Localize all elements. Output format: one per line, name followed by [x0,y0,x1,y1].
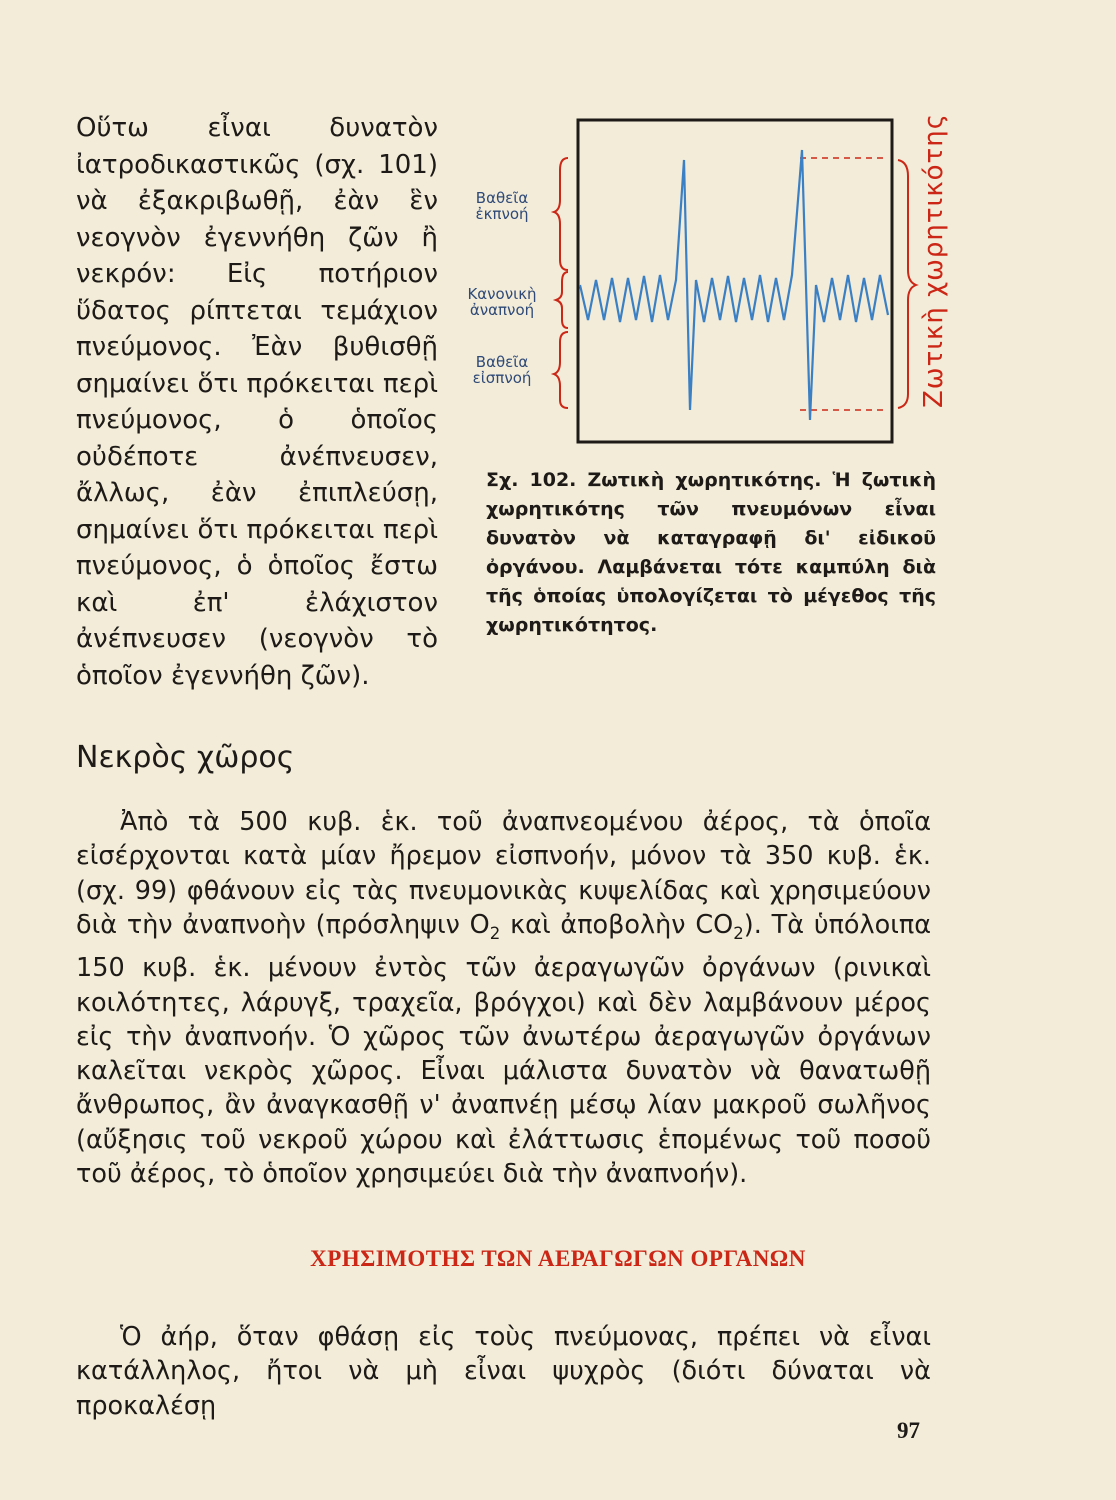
vital-capacity-label: Ζωτικὴ χωρητικότης [919,113,949,408]
spirogram-frame [578,120,892,442]
dead-space-text [76,805,931,1191]
bracket-normal-breath [556,272,568,328]
breathing-trace [580,150,888,420]
intro-paragraph: Οὕτω εἶναι δυνατὸν ἰατροδικαστικῶς (σχ. 101) νὰ ἐξακριβωθῇ, ἐὰν ἓν νεογνὸν ἐγεννήθη ζῶν ἢ νεκρόν: Εἰς ποτήριον ὕδατος ρίπτεται τεμάχιον πνεύμονος. Ἐὰν βυθισθῇ σημαίνει ὅτι πρόκειται περὶ πνεύμονος, ὁ ὁποῖος οὐδέποτε ἀνέπνευσεν, ἄλλως, ἐὰν ἐπιπλεύσῃ, σημαίνει ὅτι πρόκειται περὶ πνεύμονος, ὁ ὁποῖος ἔστω καὶ ἐπ' ἐλάχιστον ἀνέπνευσεν (νεογνὸν τὸ ὁποῖον ἐγεννήθη ζῶν). [76,113,438,691]
section-heading: Νεκρὸς χῶρος [76,740,295,775]
bracket-deep-inhale [554,332,568,408]
subsection-heading: ΧΡΗΣΙΜΟΤΗΣ ΤΩΝ ΑΕΡΑΓΩΓΩΝ ΟΡΓΑΝΩΝ [310,1246,806,1271]
spirogram [440,110,960,450]
intro-column [76,110,438,694]
label-deep-exhale: Βαθεῖα ἐκπνοή [475,189,529,223]
bracket-deep-exhale [554,158,568,270]
page-number: 97 [897,1418,920,1443]
air-passages-paragraph: Ὁ ἀήρ, ὅταν φθάσῃ εἰς τοὺς πνεύμονας, πρέπει νὰ εἶναι κατάλληλος, ἤτοι νὰ μὴ εἶναι ψυχρὸς (διότι δύναται νὰ προκαλέσῃ [76,1322,931,1421]
dead-space-paragraph: Ἀπὸ τὰ 500 κυβ. ἑκ. τοῦ ἀναπνεομένου ἀέρος, τὰ ὁποῖα εἰσέρχονται κατὰ μίαν ἤρεμον εἰσπνοήν, μόνον τὰ 350 κυβ. ἑκ. (σχ. 99) φθάνουν εἰς τὰς πνευμονικὰς κυψελίδας καὶ χρησιμεύουν διὰ τὴν ἀναπνοὴν (πρόσληψιν $O_2$ καὶ ἀποβολὴν $CO_2$). Τὰ ὑπόλοιπα 150 κυβ. ἑκ. μένουν ἐντὸς τῶν ἀεραγωγῶν ὀργάνων (ρινικαὶ κοιλότητες, λάρυγξ, τραχεῖα, βρόγχοι) καὶ δὲν λαμβάνουν μέρος εἰς τὴν ἀναπνοήν. Ὁ χῶρος τῶν ἀνωτέρω ἀεραγωγῶν ὀργάνων καλεῖται νεκρὸς χῶρος. Εἶναι μάλιστα δυνατὸν νὰ θανατωθῇ ἄνθρωπος, ἂν ἀναγκασθῇ ν' ἀναπνέῃ μέσῳ λίαν μακροῦ σωλῆνος (αὔξησις τοῦ νεκροῦ χώρου καὶ ἐλάττωσις ἑπομένως τοῦ ποσοῦ τοῦ ἀέρος, τὸ ὁποῖον χρησιμεύει διὰ τὴν ἀναπνοήν). [76,807,932,1190]
bracket-vital-capacity [898,160,916,408]
label-deep-inhale: Βαθεῖα εἰσπνοή [472,353,532,387]
figure-102 [440,110,960,450]
air-passages-text [76,1320,931,1423]
figure-caption: Σχ. 102. Ζωτικὴ χωρητικότης. Ἡ ζωτικὴ χωρητικότης τῶν πνευμόνων εἶναι δυνατὸν νὰ καταγραφῇ δι' εἰδικοῦ ὀργάνου. Λαμβάνεται τότε καμπύλη διὰ τῆς ὁποίας ὑπολογίζεται τὸ μέγεθος τῆς χωρητικότητος. [486,469,936,636]
label-normal-breath: Κανονικὴ ἀναπνοή [467,285,537,319]
